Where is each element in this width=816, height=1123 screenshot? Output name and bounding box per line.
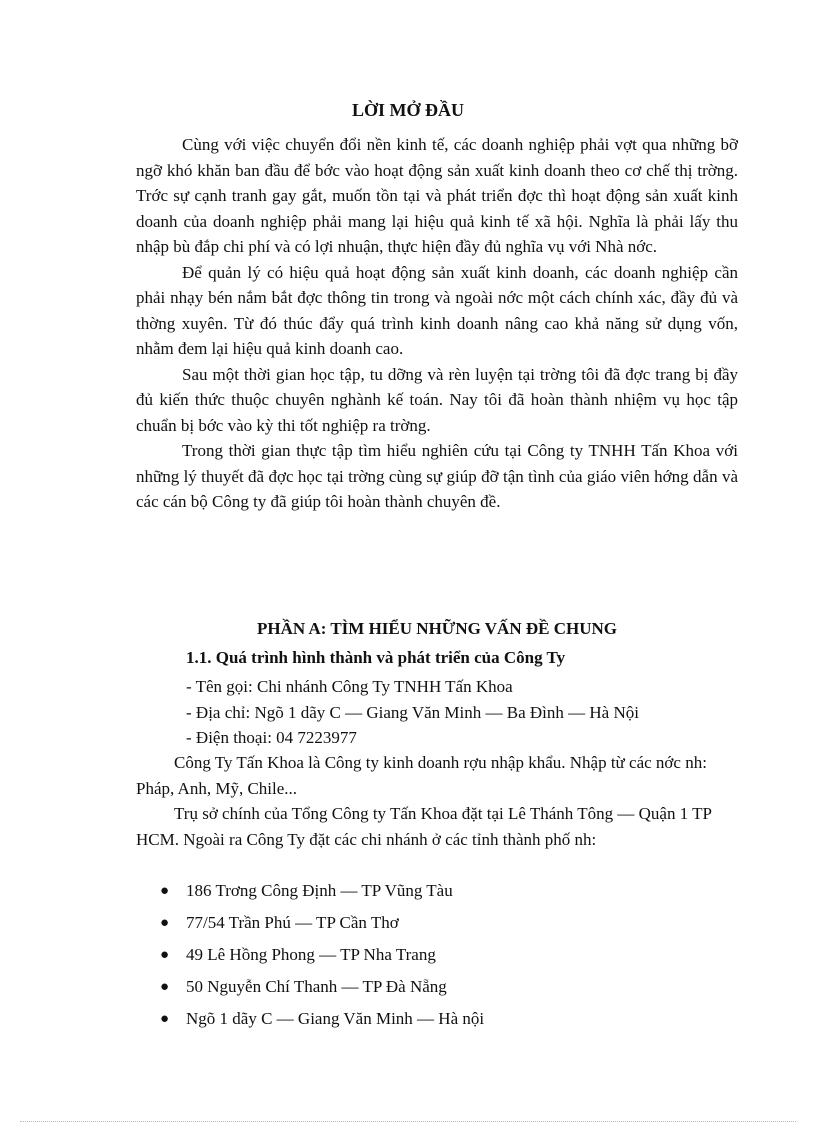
list-item [160, 1006, 484, 1038]
page-title: LỜI MỞ ĐẦU [352, 100, 464, 120]
branch-address: 50 Nguyễn Chí Thanh — TP Đà Nẵng [186, 977, 447, 996]
branch-address: 186 Trơng Công Định — TP Vũng Tàu [186, 881, 453, 900]
list-item [160, 942, 484, 974]
company-description [136, 750, 738, 852]
bullet-icon: ● [160, 947, 170, 963]
body-paragraph: Trụ sở chính của Tổng Công ty Tấn Khoa đặt tại Lê Thánh Tông — Quận 1 TP HCM. Ngoài ra Công Ty đặt các chi nhánh ở các tỉnh thành phố nh: [136, 804, 712, 849]
bullet-icon: ● [160, 915, 170, 931]
company-info [186, 674, 639, 751]
body-paragraph: Công Ty Tấn Khoa là Công ty kinh doanh rợu nhập khẩu. Nhập từ các nớc nh: Pháp, Anh, Mỹ, Chile... [136, 753, 707, 798]
list-item [160, 974, 484, 1006]
intro-section [136, 132, 738, 515]
intro-paragraph: Cùng với việc chuyển đổi nền kinh tế, các doanh nghiệp phải vợt qua những bỡ ngỡ khó khăn ban đầu để bớc vào hoạt động sản xuất kinh doanh theo cơ chế thị trờng. Trớc sự cạnh tranh gay gắt, muốn tồn tại và phát triển đợc thì hoạt động sản xuất kinh doanh của doanh nghiệp phải mang lại hiệu quả kinh tế xã hội. Nghĩa là phải lấy thu nhập bù đắp chi phí và có lợi nhuận, thực hiện đầy đủ nghĩa vụ với Nhà nớc. [136, 135, 738, 256]
company-address-line: - Địa chỉ: Ngõ 1 dãy C — Giang Văn Minh — Ba Đình — Hà Nội [186, 702, 639, 722]
company-name-line: - Tên gọi: Chi nhánh Công Ty TNHH Tấn Khoa [186, 677, 513, 696]
bullet-icon: ● [160, 883, 170, 899]
branch-list [160, 878, 484, 1038]
bullet-icon: ● [160, 979, 170, 995]
list-item [160, 910, 484, 942]
intro-paragraph: Sau một thời gian học tập, tu dỡng và rèn luyện tại trờng tôi đã đợc trang bị đầy đủ kiến thức thuộc chuyên nghành kế toán. Nay tôi đã hoàn thành nhiệm vụ học tập chuẩn bị bớc vào kỳ thi tốt nghiệp ra trờng. [136, 364, 738, 435]
branch-address: Ngõ 1 dãy C — Giang Văn Minh — Hà nội [186, 1009, 485, 1028]
branch-address: 49 Lê Hồng Phong — TP Nha Trang [186, 945, 436, 964]
list-item [160, 878, 484, 910]
subsection-title: 1.1. Quá trình hình thành và phát triển của Công Ty [186, 648, 566, 667]
bullet-icon: ● [160, 1011, 170, 1027]
branch-address: 77/54 Trần Phú — TP Cần Thơ [186, 913, 399, 932]
page-bottom-divider [20, 1121, 796, 1122]
intro-paragraph: Để quản lý có hiệu quả hoạt động sản xuất kinh doanh, các doanh nghiệp cần phải nhạy bén nắm bắt đợc thông tin trong và ngoài nớc một cách chính xác, đầy đủ và thờng xuyên. Từ đó thúc đẩy quá trình kinh doanh nâng cao khả năng sử dụng vốn, nhằm đem lại hiệu quả kinh doanh cao. [136, 262, 738, 358]
section-title: PHẦN A: TÌM HIỂU NHỮNG VẤN ĐỀ CHUNG [256, 619, 617, 638]
company-phone-line: - Điện thoại: 04 7223977 [186, 728, 357, 747]
intro-paragraph: Trong thời gian thực tập tìm hiểu nghiên cứu tại Công ty TNHH Tấn Khoa với những lý thuyết đã đợc học tại trờng cùng sự giúp đỡ tận tình của giáo viên hớng dẫn và các cán bộ Công ty đã giúp tôi hoàn thành chuyên đề. [136, 441, 738, 511]
